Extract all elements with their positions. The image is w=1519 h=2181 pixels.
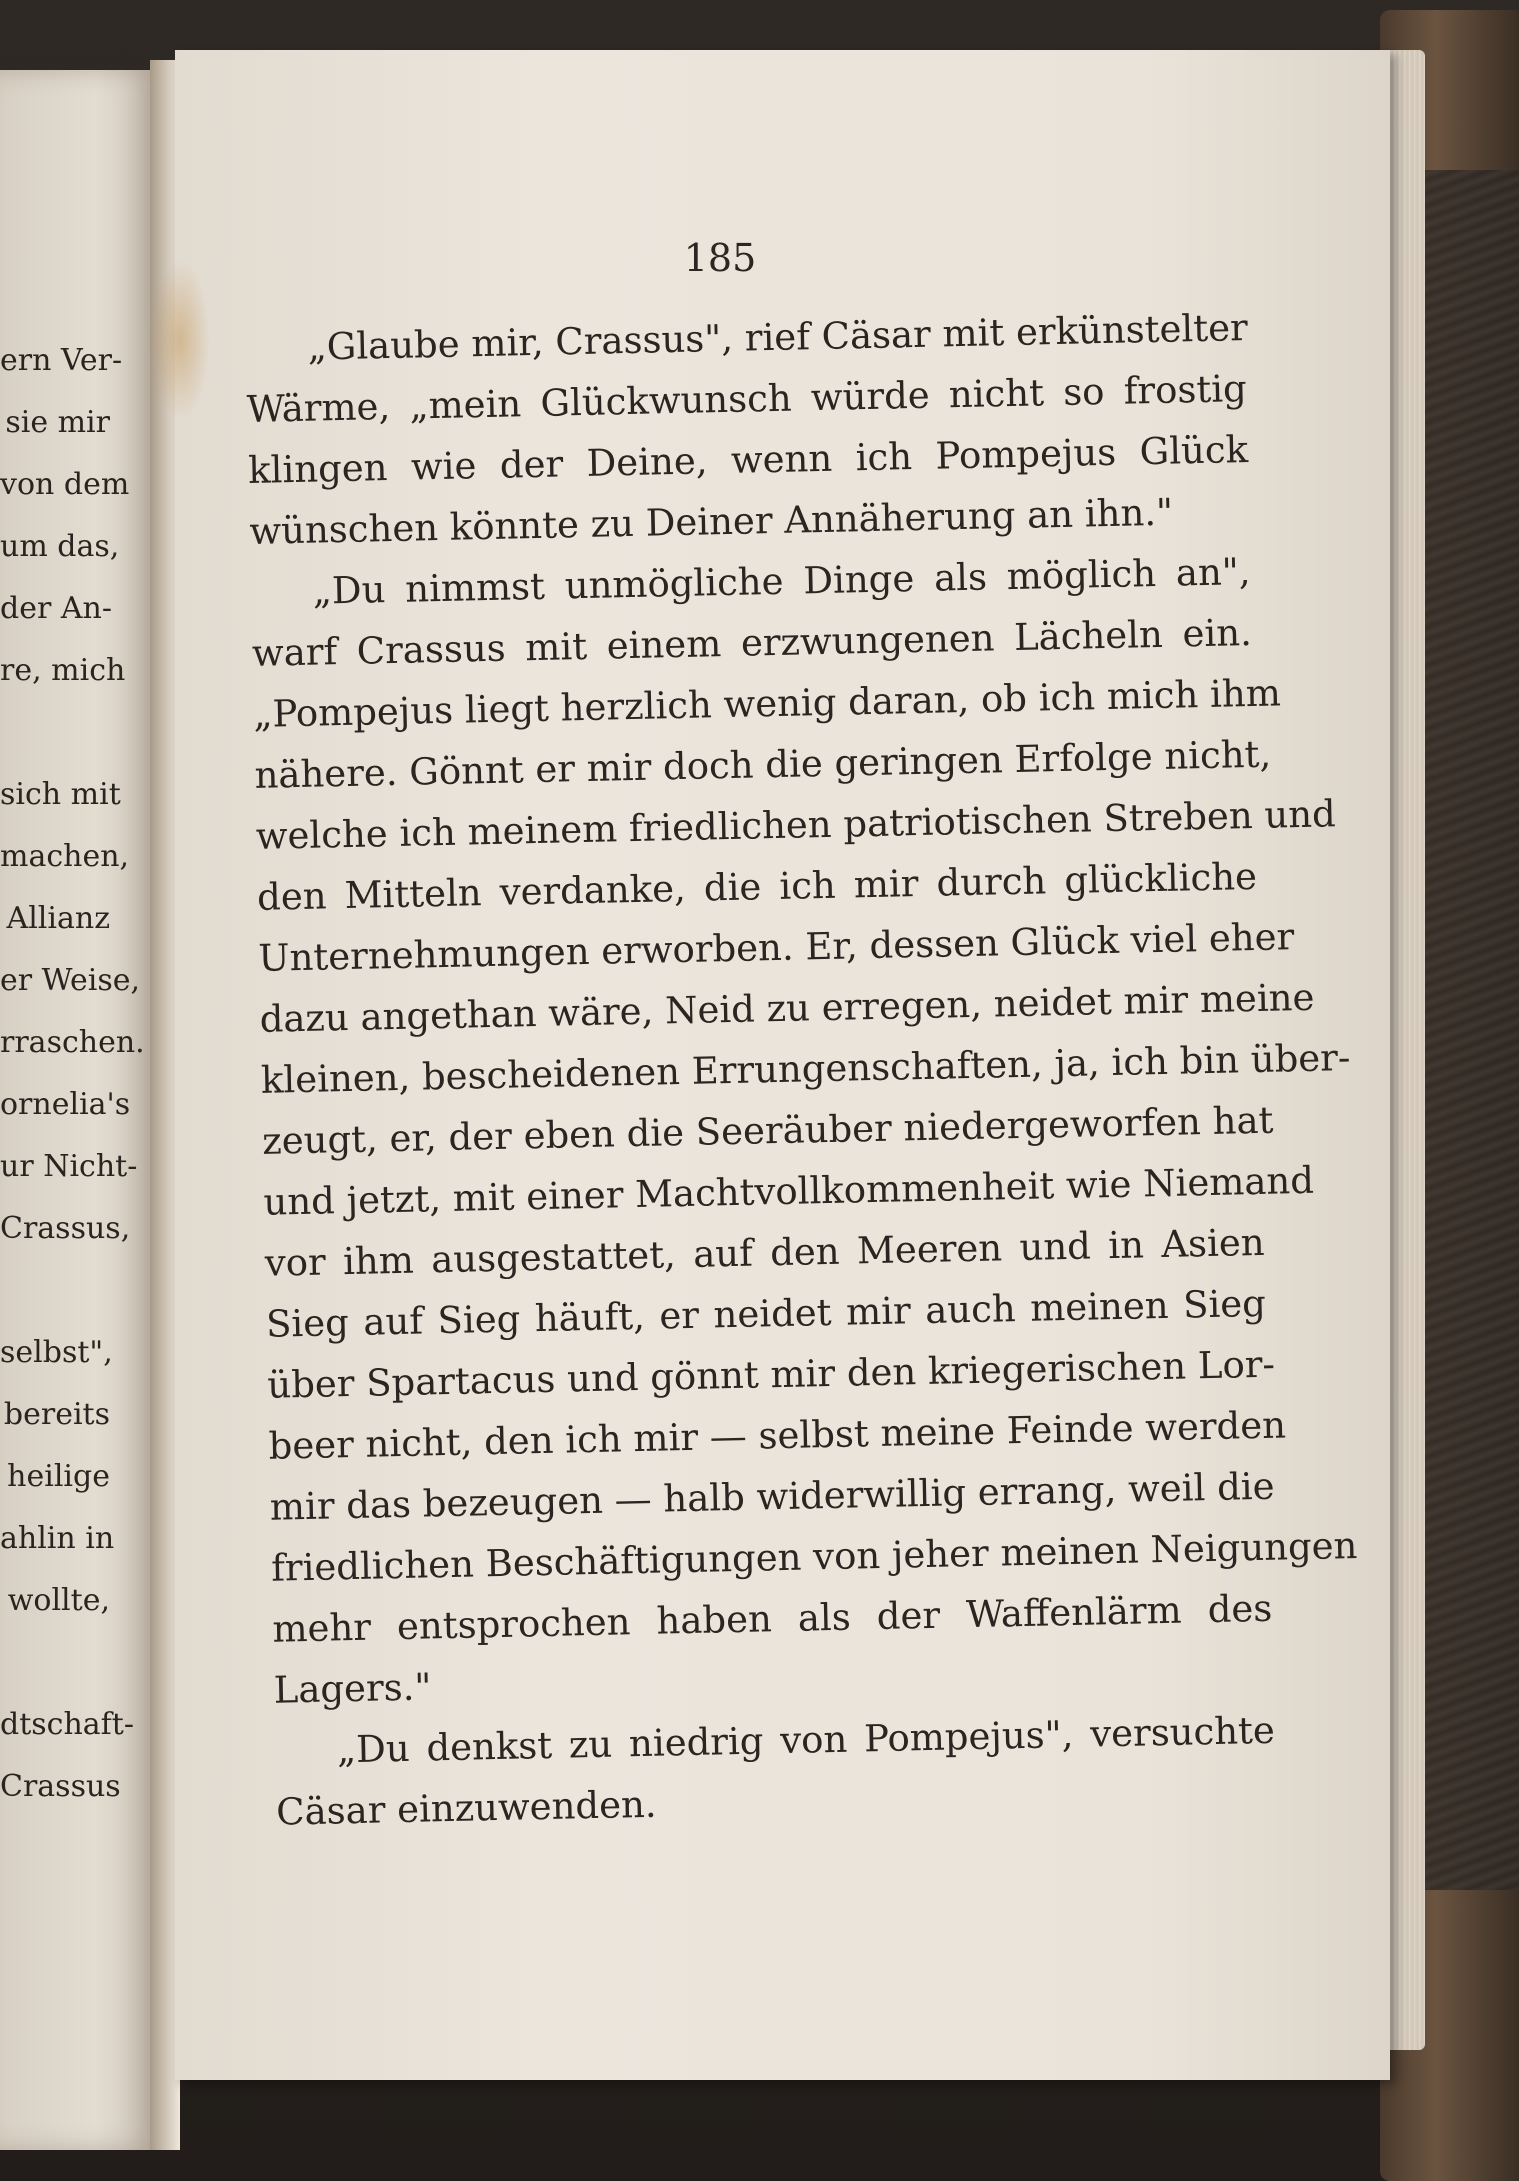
page-body-text	[245, 297, 1358, 1843]
left-fragment: dtschaft-	[0, 1707, 134, 1742]
left-fragment: re, mich	[0, 653, 126, 688]
text-line: kleinen, bescheidenen Errungenschaften, ja, ich bin über-	[260, 1036, 1351, 1102]
text-line: zeugt, er, der eben die Seeräuber niedergeworfen hat	[261, 1098, 1274, 1163]
left-fragment: rraschen.	[0, 1025, 145, 1060]
text-line: dazu angethan wäre, Neid zu erregen, neidet mir meine	[259, 975, 1315, 1041]
left-fragment: sie mir	[5, 405, 110, 440]
left-fragment: ern Ver-	[0, 343, 123, 378]
left-fragment: ornelia's	[0, 1087, 131, 1122]
text-line: „Du nimmst unmögliche Dinge als möglich an",	[312, 550, 1251, 613]
left-fragment: von dem	[0, 467, 130, 502]
text-line: nähere. Gönnt er mir doch die geringen Erfolge nicht,	[254, 732, 1272, 797]
left-fragment: heilige	[7, 1459, 110, 1494]
text-line: mir das bezeugen — halb widerwillig errang, weil die	[269, 1464, 1275, 1529]
page-stack-edge	[1385, 50, 1425, 2050]
text-line: welche ich meinem friedlichen patriotischen Streben und	[255, 792, 1337, 858]
left-fragment: wollte,	[7, 1583, 110, 1618]
left-fragment: machen,	[0, 839, 130, 874]
text-line: wünschen könnte zu Deiner Annäherung an ihn."	[249, 490, 1174, 553]
text-line: friedlichen Beschäftigungen von jeher meinen Neigungen	[270, 1523, 1358, 1590]
text-line: Unternehmungen erworben. Er, dessen Glück viel eher	[257, 915, 1295, 980]
text-line: „Pompejus liegt herzlich wenig daran, ob ich mich ihm	[252, 671, 1282, 736]
left-fragment	[0, 1632, 110, 1694]
text-line: über Spartacus und gönnt mir den kriegerischen Lor-	[266, 1342, 1276, 1407]
left-fragment: ahlin in	[0, 1521, 115, 1556]
left-fragment: sich mit	[0, 777, 121, 812]
text-line: mehr entsprochen haben als der Waffenlärm des	[272, 1586, 1273, 1651]
text-line: und jetzt, mit einer Machtvollkommenheit wie Niemand	[263, 1158, 1315, 1224]
left-fragment: bereits	[3, 1397, 110, 1432]
text-line: Sieg auf Sieg häuft, er neidet mir auch meinen Sieg	[265, 1281, 1267, 1346]
page-number: 185	[683, 236, 757, 280]
text-line: Lagers."	[273, 1665, 432, 1712]
page-stain	[150, 260, 210, 420]
left-fragment: um das,	[0, 529, 120, 564]
text-line: den Mitteln verdanke, die ich mir durch glückliche	[256, 854, 1258, 919]
left-fragment: Allianz	[6, 901, 110, 936]
left-fragment: der An-	[0, 591, 112, 626]
text-line: „Glaube mir, Crassus", rief Cäsar mit erkünstelter	[307, 306, 1249, 369]
left-fragment: er Weise,	[0, 963, 141, 998]
left-fragment: selbst",	[0, 1335, 113, 1370]
left-fragment: Crassus,	[0, 1211, 131, 1246]
left-fragment	[0, 1260, 110, 1322]
text-line: beer nicht, den ich mir — selbst meine Feinde werden	[268, 1403, 1287, 1468]
cover-texture	[1420, 170, 1519, 1890]
left-fragment: ur Nicht-	[0, 1149, 138, 1184]
text-line: Wärme, „mein Glückwunsch würde nicht so frostig	[246, 367, 1248, 431]
left-fragment	[0, 702, 110, 764]
text-line: klingen wie der Deine, wenn ich Pompejus Glück	[247, 428, 1249, 492]
left-fragment: Crassus	[0, 1769, 121, 1804]
text-line: vor ihm ausgestattet, auf den Meeren und in Asien	[264, 1220, 1266, 1285]
text-line: Cäsar einzuwenden.	[275, 1782, 657, 1834]
left-page-fragments	[0, 330, 145, 1818]
text-line: „Du denkst zu niedrig von Pompejus", versuchte	[336, 1708, 1276, 1772]
text-line: warf Crassus mit einem erzwungenen Lächeln ein.	[251, 610, 1253, 675]
